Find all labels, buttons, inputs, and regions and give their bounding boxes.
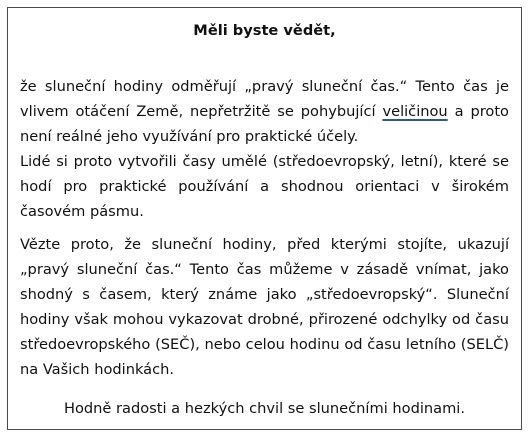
document-frame — [7, 7, 522, 430]
paragraph-deviations: Vězte proto, že sluneční hodiny, před kterými stojíte, ukazují „pravý sluneční čas.“ Tento čas můžeme v zásadě vnímat, jako shodný s časem, který známe jako „středoevropský“. Sluneční hodiny však mohou vykazovat drobné, přirozené odchylky od času středoevropského (SEČ), nebo celou hodinu od času letního (SELČ) na Vašich hodinkách. — [20, 236, 509, 378]
paragraph-artificial-times: Lidé si proto vytvořili časy umělé (středoevropský, letní), které se hodí pro praktické používání a shodnou orientaci v širokém časovém pásmu. — [20, 153, 509, 220]
paragraph-1-text-end: a proto není reálné jeho využívání pro praktické účely. — [20, 103, 509, 145]
paragraph-1-text-start: že sluneční hodiny odměřují „pravý sluneční čas.“ Tento čas je vlivem otáčení Země, nepřetržitě se pohybující — [20, 78, 509, 120]
paragraph-sundial-true-time — [20, 74, 509, 149]
document-title: Měli byste vědět, — [193, 22, 336, 39]
underlined-word: veličinou — [382, 103, 448, 120]
closing-line: Hodně radosti a hezkých chvil se slunečními hodinami. — [64, 400, 465, 417]
